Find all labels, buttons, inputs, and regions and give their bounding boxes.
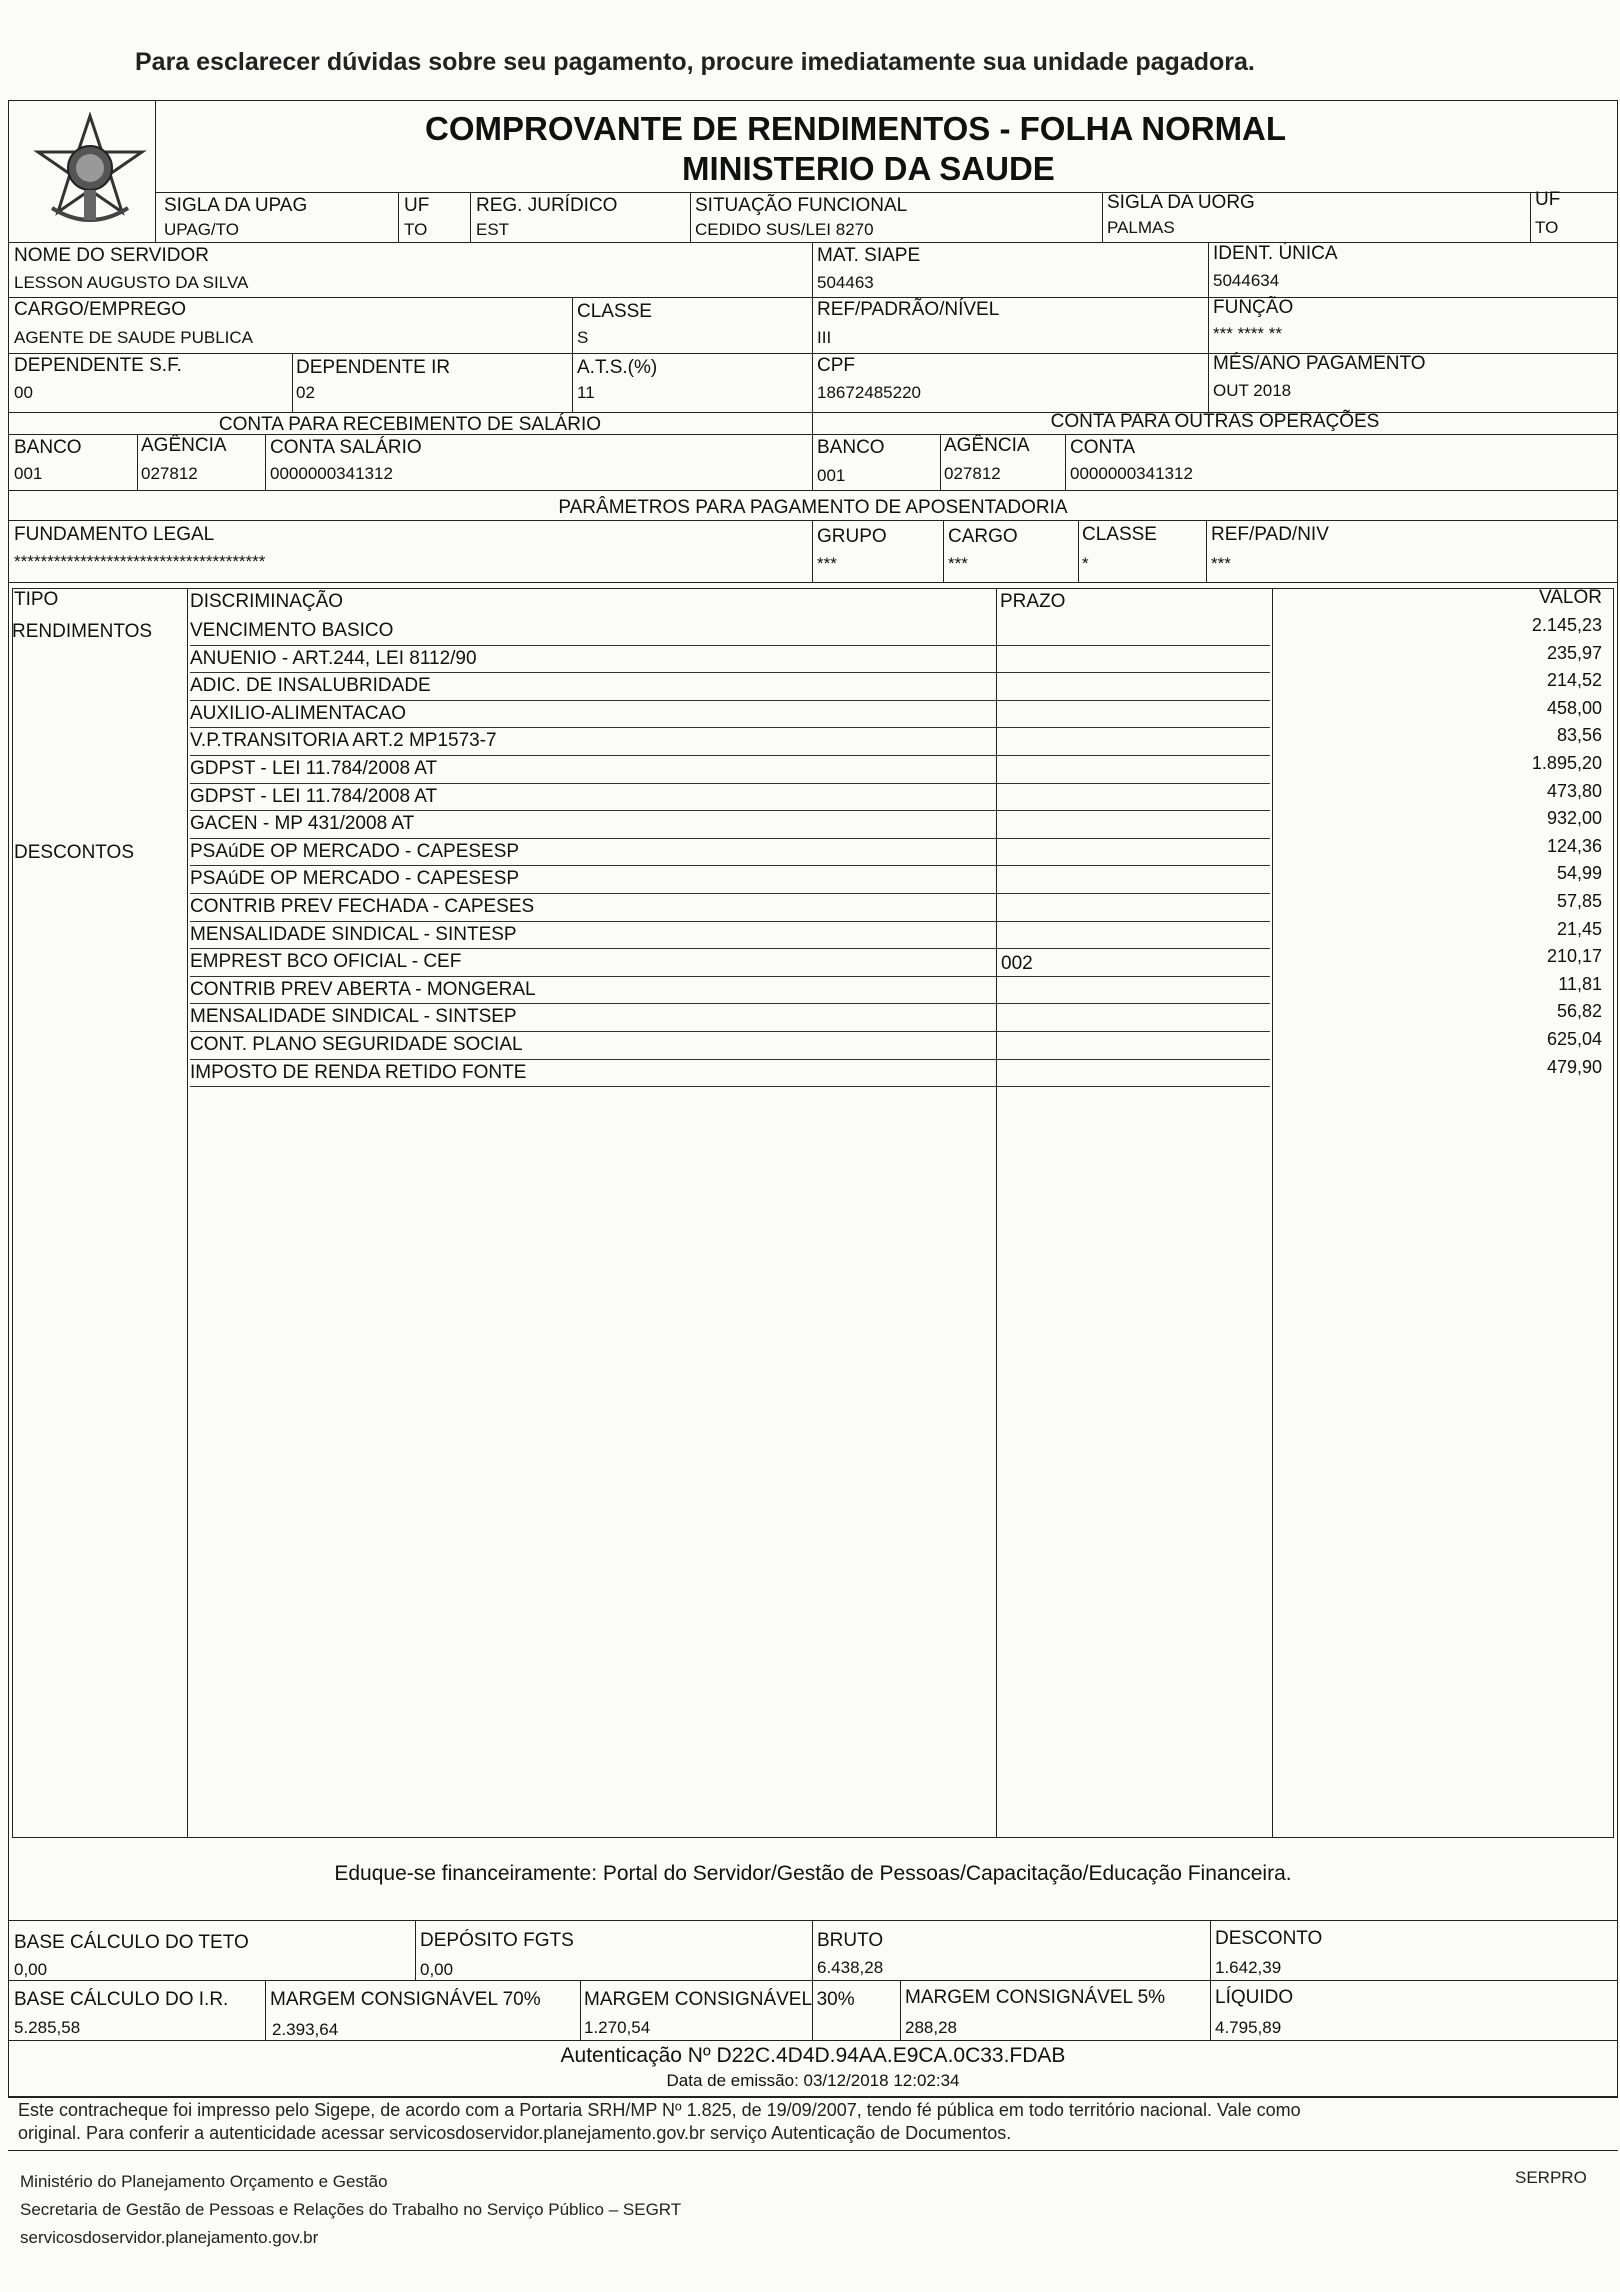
- table-row-valor: 458,00: [1546, 697, 1602, 718]
- col-prazo: PRAZO: [1000, 591, 1066, 612]
- table-row-valor: 1.895,20: [1531, 753, 1602, 773]
- table-row-discriminacao: GDPST - LEI 11.784/2008 AT: [190, 785, 438, 807]
- table-row-separator: [190, 672, 1270, 673]
- table-row-separator: [190, 948, 1270, 949]
- value-mes-ano-pagamento: OUT 2018: [1213, 381, 1292, 400]
- label-classe-apos: CLASSE: [1082, 524, 1157, 545]
- table-row-discriminacao: EMPREST BCO OFICIAL - CEF: [190, 951, 462, 973]
- value-margem-5: 288,28: [905, 2018, 957, 2037]
- label-funcao: FUNÇÃO: [1213, 297, 1294, 318]
- value-sigla-upag: UPAG/TO: [164, 220, 239, 239]
- value-mat-siape: 504463: [817, 273, 874, 292]
- table-row-valor: 83,56: [1556, 725, 1602, 746]
- title-aposentadoria: PARÂMETROS PARA PAGAMENTO DE APOSENTADORIA: [558, 497, 1068, 518]
- value-banco: 001: [14, 464, 43, 483]
- table-row-separator: [190, 838, 1270, 839]
- table-row-discriminacao: GACEN - MP 431/2008 AT: [190, 813, 415, 835]
- col-tipo: TIPO: [14, 589, 59, 610]
- table-row-valor: 214,52: [1546, 670, 1602, 691]
- label-liquido: LÍQUIDO: [1215, 1987, 1294, 2008]
- label-dependente-sf: DEPENDENTE S.F.: [14, 355, 182, 376]
- value-conta-salario: 0000000341312: [270, 464, 393, 483]
- table-row-separator: [190, 1086, 1270, 1087]
- document-title: COMPROVANTE DE RENDIMENTOS - FOLHA NORMAL: [425, 110, 1287, 147]
- value-ref-padrao-nivel: III: [817, 328, 832, 347]
- value-liquido: 4.795,89: [1215, 2018, 1282, 2037]
- table-row-discriminacao: MENSALIDADE SINDICAL - SINTESP: [190, 923, 517, 945]
- label-base-ir: BASE CÁLCULO DO I.R.: [14, 1989, 229, 2010]
- autenticacao-codigo: Autenticação Nº D22C.4D4D.94AA.E9CA.0C33.FDAB: [560, 2044, 1066, 2067]
- label-conta-salario: CONTA SALÁRIO: [270, 437, 422, 458]
- label-agencia: AGÊNCIA: [141, 435, 227, 456]
- educacao-text: Eduque-se financeiramente: Portal do Servidor/Gestão de Pessoas/Capacitação/Educação Financeira.: [334, 1862, 1292, 1885]
- table-row-discriminacao: CONTRIB PREV FECHADA - CAPESES: [190, 896, 535, 917]
- label-ats: A.T.S.(%): [577, 357, 658, 378]
- value-agencia: 027812: [141, 464, 198, 483]
- label-ref-padrao-nivel: REF/PADRÃO/NÍVEL: [817, 299, 1000, 320]
- label-margem-70: MARGEM CONSIGNÁVEL 70%: [270, 1989, 541, 2010]
- value-base-teto: 0,00: [14, 1960, 48, 1979]
- table-row-discriminacao: V.P.TRANSITORIA ART.2 MP1573-7: [190, 730, 497, 752]
- value-base-ir: 5.285,58: [14, 2018, 81, 2037]
- table-row-discriminacao: CONTRIB PREV ABERTA - MONGERAL: [190, 978, 536, 1000]
- value-uf: TO: [404, 220, 428, 239]
- value-agencia2: 027812: [944, 464, 1001, 483]
- title-conta-outras: CONTA PARA OUTRAS OPERAÇÕES: [1050, 411, 1380, 432]
- label-desconto: DESCONTO: [1215, 1928, 1323, 1949]
- label-fundamento-legal: FUNDAMENTO LEGAL: [14, 524, 215, 545]
- table-row-separator: [190, 700, 1270, 701]
- table-row-valor: 479,90: [1546, 1056, 1602, 1077]
- value-situacao-funcional: CEDIDO SUS/LEI 8270: [695, 220, 874, 239]
- value-dependente-sf: 00: [14, 383, 33, 402]
- label-classe: CLASSE: [577, 301, 652, 322]
- label-conta2: CONTA: [1070, 437, 1136, 458]
- label-margem-5: MARGEM CONSIGNÁVEL 5%: [905, 1987, 1166, 2008]
- table-row-discriminacao: IMPOSTO DE RENDA RETIDO FONTE: [190, 1061, 527, 1083]
- value-classe-apos: *: [1082, 554, 1089, 573]
- table-row-prazo: 002: [1001, 953, 1033, 975]
- table-row-discriminacao: PSAúDE OP MERCADO - CAPESESP: [190, 868, 520, 890]
- label-agencia2: AGÊNCIA: [944, 435, 1030, 456]
- table-row-valor: 625,04: [1546, 1029, 1602, 1049]
- table-row-valor: 473,80: [1546, 780, 1602, 801]
- value-margem-30: 1.270,54: [584, 2018, 651, 2037]
- table-row-valor: 210,17: [1546, 946, 1602, 967]
- value-ref-pad-niv: ***: [1211, 554, 1231, 573]
- label-banco: BANCO: [14, 437, 82, 458]
- table-row-discriminacao: GDPST - LEI 11.784/2008 AT: [190, 758, 438, 779]
- value-cpf: 18672485220: [817, 383, 922, 402]
- table-row-separator: [190, 1003, 1270, 1004]
- table-row-valor: 2.145,23: [1531, 615, 1602, 635]
- table-row-separator: [190, 645, 1270, 646]
- label-cargo-emprego: CARGO/EMPREGO: [14, 299, 187, 320]
- table-row-separator: [190, 921, 1270, 922]
- label-situacao-funcional: SITUAÇÃO FUNCIONAL: [695, 195, 908, 216]
- label-deposito-fgts: DEPÓSITO FGTS: [420, 1930, 574, 1951]
- footer-secretaria: Secretaria de Gestão de Pessoas e Relações do Trabalho no Serviço Público – SEGRT: [20, 2200, 682, 2219]
- label-bruto: BRUTO: [817, 1930, 884, 1951]
- table-row-valor: 235,97: [1546, 642, 1602, 663]
- value-banco2: 001: [817, 466, 846, 485]
- label-mes-ano-pagamento: MÉS/ANO PAGAMENTO: [1213, 353, 1426, 374]
- tipo-descontos: DESCONTOS: [14, 842, 135, 863]
- table-row-discriminacao: VENCIMENTO BASICO: [190, 620, 394, 641]
- label-ident-unica: IDENT. ÚNICA: [1213, 243, 1338, 264]
- label-sigla-uorg: SIGLA DA UORG: [1107, 192, 1255, 213]
- table-row-discriminacao: CONT. PLANO SEGURIDADE SOCIAL: [190, 1034, 523, 1055]
- label-base-teto: BASE CÁLCULO DO TETO: [14, 1932, 249, 1953]
- value-nome-servidor: LESSON AUGUSTO DA SILVA: [14, 273, 249, 292]
- label-grupo: GRUPO: [817, 526, 887, 547]
- table-row-separator: [190, 1059, 1270, 1060]
- table-row-separator: [190, 865, 1270, 866]
- table-row-discriminacao: ANUENIO - ART.244, LEI 8112/90: [190, 647, 477, 669]
- value-desconto: 1.642,39: [1215, 1958, 1282, 1977]
- value-ident-unica: 5044634: [1213, 271, 1280, 290]
- table-row-separator: [190, 893, 1270, 894]
- label-cargo-apos: CARGO: [948, 526, 1018, 547]
- legal-text-line1: Este contracheque foi impresso pelo Sigepe, de acordo com a Portaria SRH/MP Nº 1.825, de 19/09/2007, tendo fé pública em todo território nacional. Vale como: [18, 2100, 1301, 2120]
- col-valor: VALOR: [1538, 587, 1602, 608]
- value-margem-70: 2.393,64: [272, 2020, 339, 2039]
- label-nome-servidor: NOME DO SERVIDOR: [14, 245, 209, 266]
- table-row-discriminacao: MENSALIDADE SINDICAL - SINTSEP: [190, 1006, 517, 1028]
- table-row-valor: 56,82: [1556, 1001, 1602, 1022]
- label-margem-30: MARGEM CONSIGNÁVEL 30%: [584, 1989, 855, 2010]
- table-row-discriminacao: AUXILIO-ALIMENTACAO: [190, 702, 407, 724]
- label-mat-siape: MAT. SIAPE: [817, 245, 921, 266]
- coat-of-arms-icon: [30, 112, 150, 232]
- table-row-discriminacao: ADIC. DE INSALUBRIDADE: [190, 675, 431, 697]
- value-reg-juridico: EST: [476, 220, 510, 239]
- table-row-separator: [190, 1031, 1270, 1032]
- label-ref-pad-niv: REF/PAD/NIV: [1211, 524, 1329, 545]
- table-row-separator: [190, 810, 1270, 811]
- value-grupo: ***: [817, 554, 837, 573]
- data-emissao: Data de emissão: 03/12/2018 12:02:34: [666, 2071, 960, 2090]
- table-row-valor: 54,99: [1556, 863, 1602, 884]
- value-deposito-fgts: 0,00: [420, 1960, 454, 1979]
- label-reg-juridico: REG. JURÍDICO: [476, 195, 618, 216]
- table-row-separator: [190, 727, 1270, 728]
- table-row-separator: [190, 755, 1270, 756]
- value-conta2: 0000000341312: [1070, 464, 1193, 483]
- notice-text: Para esclarecer dúvidas sobre seu pagamento, procure imediatamente sua unidade pagadora.: [135, 48, 1255, 76]
- value-classe: S: [577, 328, 589, 347]
- title-conta-salario: CONTA PARA RECEBIMENTO DE SALÁRIO: [218, 414, 602, 435]
- legal-text-line2: original. Para conferir a autenticidade acessar servicosdoservidor.planejamento.gov.br serviço Autenticação de Documentos.: [18, 2123, 1012, 2143]
- label-banco2: BANCO: [817, 437, 885, 458]
- value-cargo-emprego: AGENTE DE SAUDE PUBLICA: [14, 328, 254, 347]
- tipo-rendimentos: RENDIMENTOS: [12, 621, 153, 642]
- label-cpf: CPF: [817, 355, 855, 376]
- value-bruto: 6.438,28: [817, 1958, 884, 1977]
- document-subtitle: MINISTERIO DA SAUDE: [682, 150, 1055, 187]
- table-row-valor: 11,81: [1558, 973, 1602, 994]
- value-sigla-uorg: PALMAS: [1107, 218, 1175, 237]
- table-row-valor: 932,00: [1546, 808, 1602, 829]
- table-row-valor: 21,45: [1556, 918, 1602, 939]
- footer-ministerio: Ministério do Planejamento Orçamento e Gestão: [20, 2172, 388, 2191]
- table-row-valor: 124,36: [1546, 835, 1602, 856]
- footer-url: servicosdoservidor.planejamento.gov.br: [20, 2228, 319, 2247]
- value-uf2: TO: [1535, 218, 1559, 237]
- table-row-discriminacao: PSAúDE OP MERCADO - CAPESESP: [190, 840, 520, 862]
- value-dependente-ir: 02: [296, 383, 315, 402]
- table-row-separator: [190, 976, 1270, 977]
- label-uf2: UF: [1535, 189, 1561, 210]
- col-discriminacao: DISCRIMINAÇÃO: [190, 591, 344, 612]
- value-fundamento-legal: **************************************: [14, 552, 266, 571]
- table-row-separator: [190, 783, 1270, 784]
- value-cargo-apos: ***: [948, 554, 968, 573]
- value-ats: 11: [577, 383, 595, 402]
- footer-serpro: SERPRO: [1515, 2168, 1587, 2187]
- value-funcao: *** **** **: [1213, 324, 1282, 343]
- label-uf: UF: [404, 195, 430, 216]
- table-row-valor: 57,85: [1556, 891, 1602, 911]
- label-dependente-ir: DEPENDENTE IR: [296, 357, 451, 378]
- label-sigla-upag: SIGLA DA UPAG: [164, 195, 308, 216]
